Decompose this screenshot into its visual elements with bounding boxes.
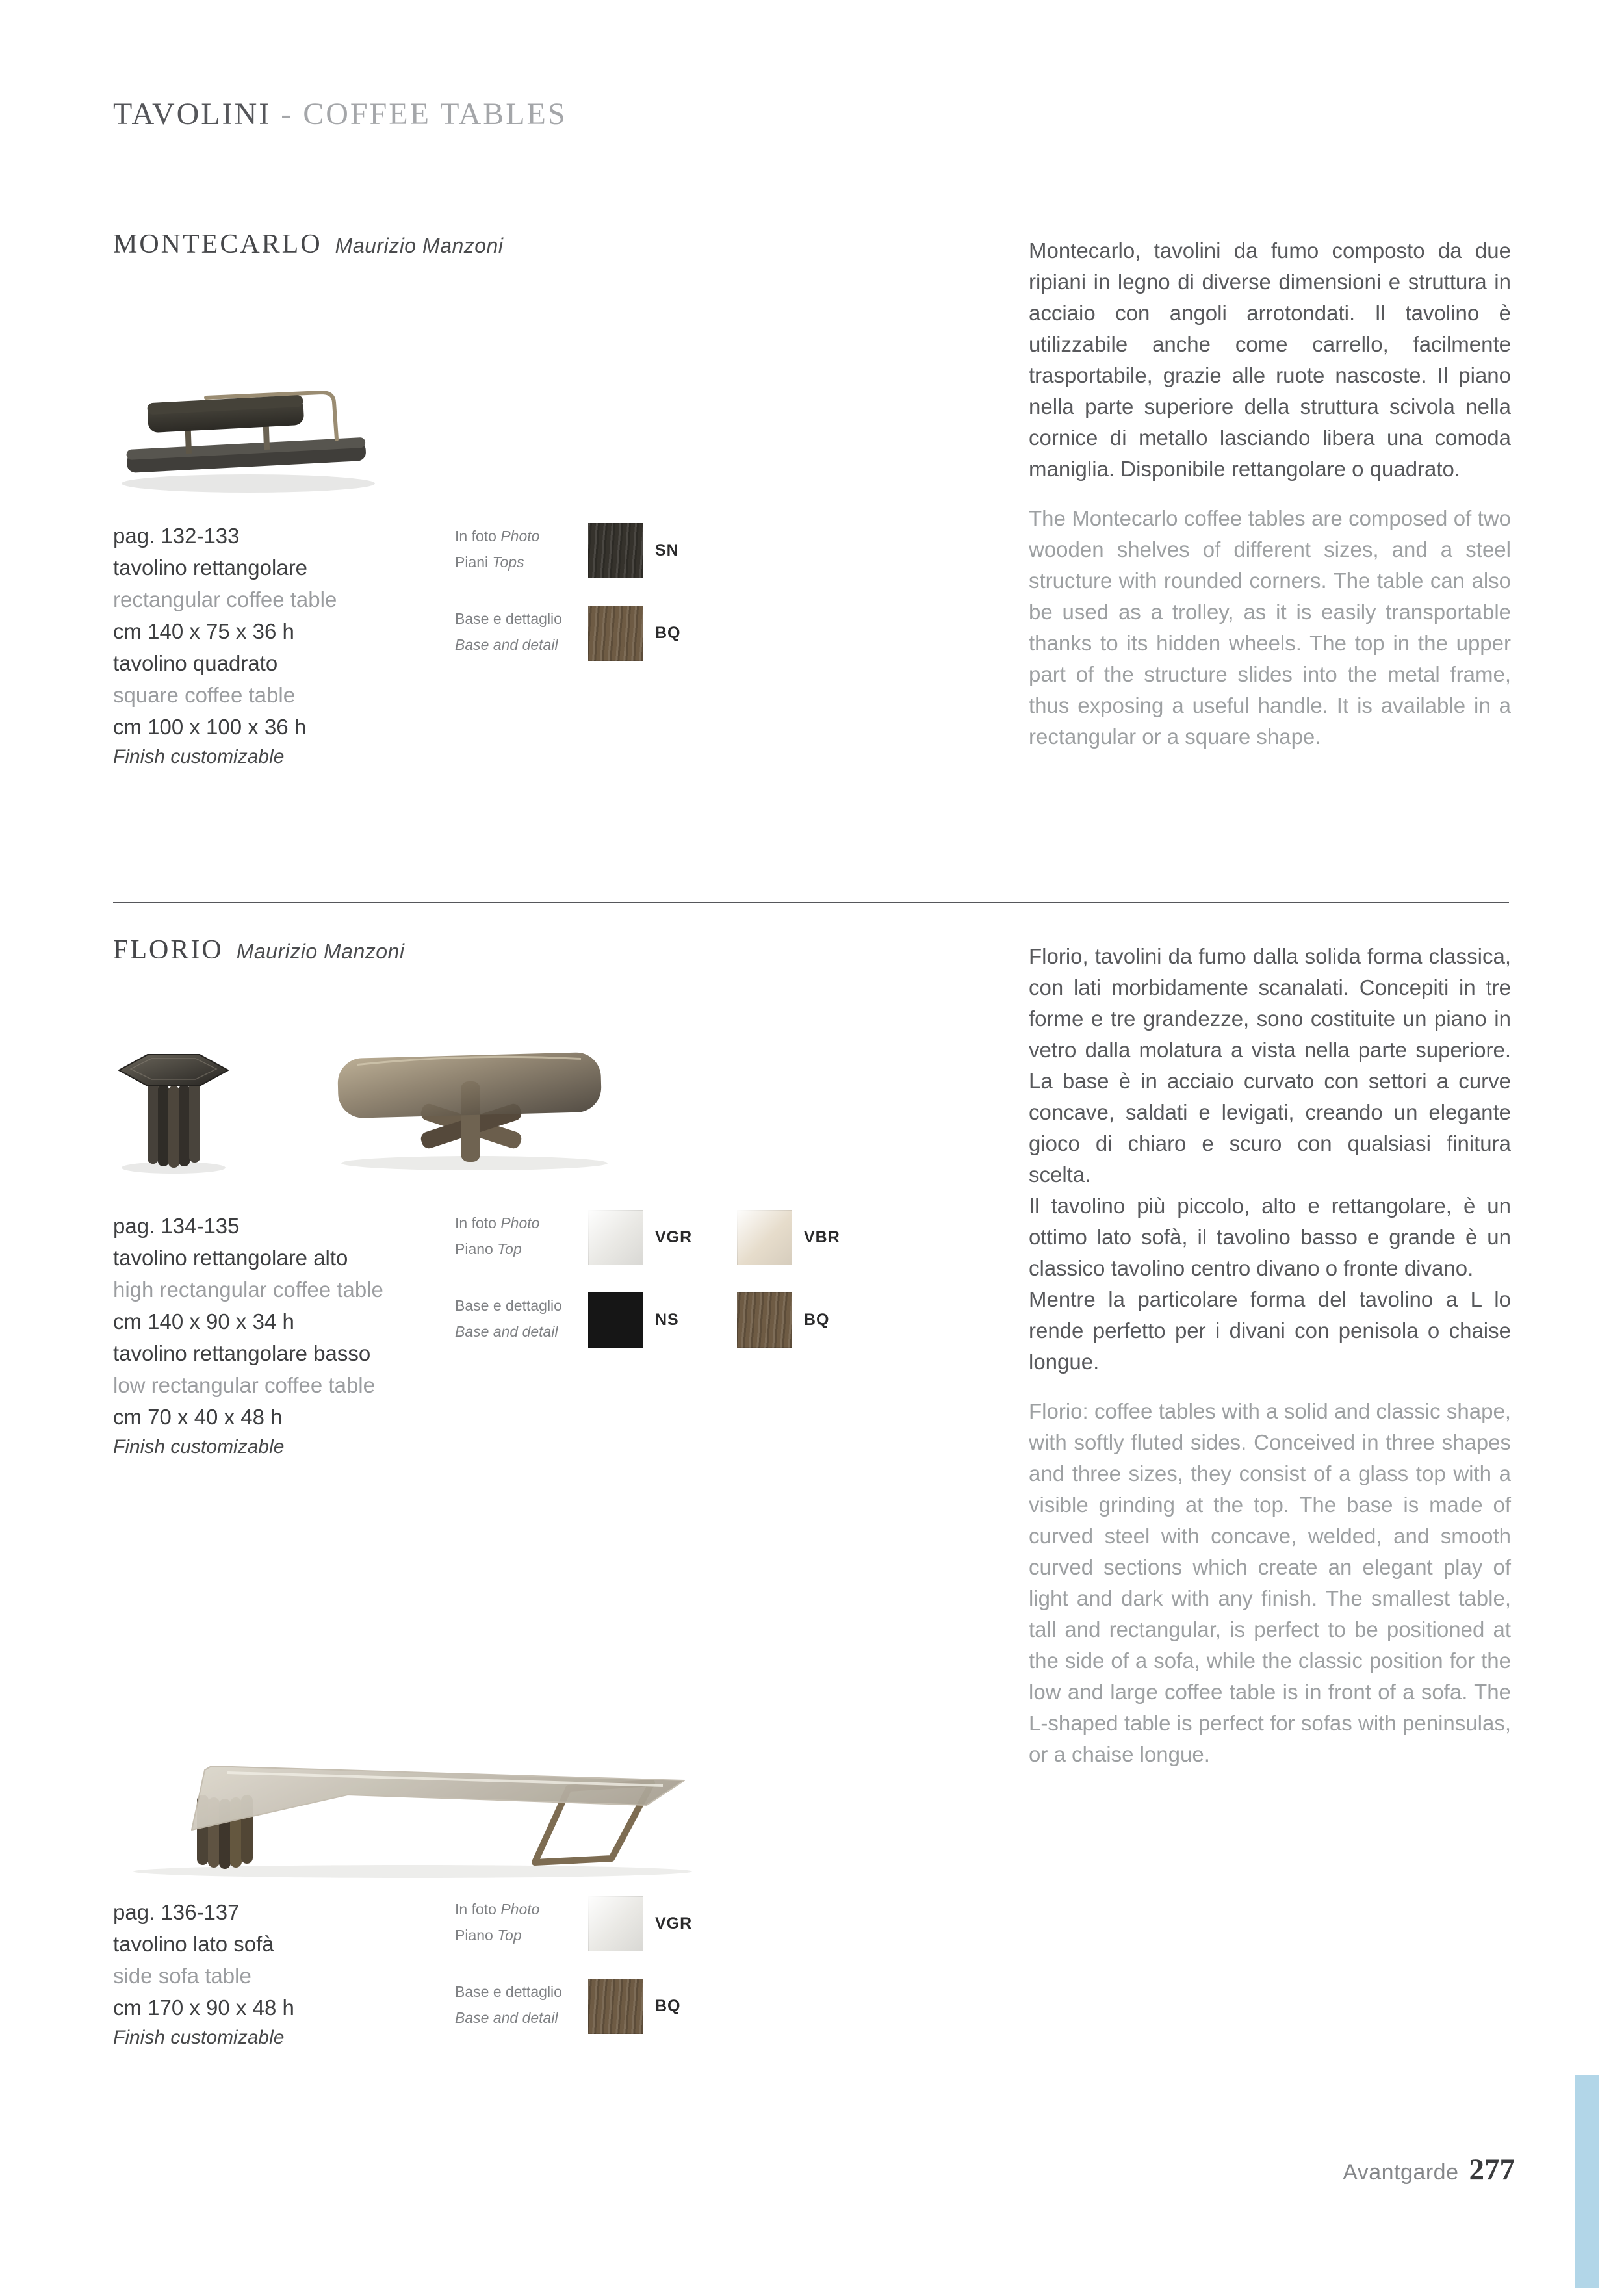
montecarlo-tops-labels — [455, 523, 588, 575]
montecarlo-item2-name-en: square coffee table — [113, 683, 296, 707]
montecarlo-finishes — [455, 523, 706, 661]
florio-l-item-dimensions: cm 170 x 90 x 48 h — [113, 1996, 294, 2020]
swatch-row-bq — [588, 606, 706, 661]
florio-l-base-group — [455, 1979, 706, 2034]
montecarlo-item1-dimensions: cm 140 x 75 x 36 h — [113, 619, 294, 643]
swatch-row-sn — [588, 523, 706, 578]
finish-swatch-bq — [588, 606, 643, 661]
finish-swatch-bq — [588, 1979, 643, 2034]
florio-specs — [113, 1210, 477, 1461]
montecarlo-finish-note: Finish customizable — [113, 746, 285, 767]
base-label-it: Base e dettaglio — [455, 1297, 562, 1314]
montecarlo-specs — [113, 520, 477, 771]
florio-l-base-labels — [455, 1979, 588, 2031]
photo-label: Photo — [500, 1901, 540, 1918]
swatch-row-ns — [588, 1292, 706, 1348]
florio-item1-name-it: tavolino rettangolare alto — [113, 1246, 348, 1270]
montecarlo-designer: Maurizio Manzoni — [335, 234, 504, 257]
florio-description-it-3: Mentre la particolare forma del tavolino a L lo rende perfetto per i divani con penisola o chaise longue. — [1029, 1287, 1511, 1374]
florio-base-labels — [455, 1292, 588, 1344]
tops-label-en: Tops — [492, 554, 524, 571]
florio-l-finish-note: Finish customizable — [113, 2027, 285, 2048]
montecarlo-base-labels — [455, 606, 588, 658]
florio-l-page-ref: pag. 136-137 — [113, 1900, 240, 1924]
photo-label: Photo — [500, 1215, 540, 1231]
florio-side-table-photo — [107, 1017, 240, 1179]
florio-item2-dimensions: cm 70 x 40 x 48 h — [113, 1405, 283, 1429]
montecarlo-description-en: The Montecarlo coffee tables are composed of two wooden shelves of different sizes, and a steel structure with rounded corners. The table can also be used as a trolley, as it is easily transportable thanks to its hidden wheels. The top in the upper part of the structure slides into the metal frame, thus exposing a useful handle. It is available in a rectangular or a square shape. — [1029, 506, 1511, 749]
section-divider — [113, 902, 1509, 903]
base-label-it: Base e dettaglio — [455, 1983, 562, 2000]
top-label-it: Piano — [455, 1927, 493, 1944]
swatch-row-vbr — [737, 1210, 855, 1265]
montecarlo-tops-group — [455, 523, 706, 578]
page-title — [113, 96, 567, 132]
swatch-code-ns: NS — [655, 1311, 679, 1329]
montecarlo-product-name: MONTECARLO — [113, 229, 322, 259]
florio-page-ref: pag. 134-135 — [113, 1214, 240, 1238]
base-label-it: Base e dettaglio — [455, 610, 562, 627]
florio-product-name: FLORIO — [113, 935, 224, 965]
montecarlo-base-group — [455, 606, 706, 661]
swatch-code-vgr: VGR — [655, 1914, 693, 1933]
swatch-code-bq: BQ — [655, 1997, 681, 2015]
montecarlo-section-title — [113, 229, 503, 260]
florio-description-en: Florio: coffee tables with a solid and classic shape, with softly fluted sides. Conceived in three shapes and three sizes, they consist of a glass top with a visible grinding at the top. The base is made of curved steel with concave, welded, and smooth curved sections which create an elegant play of light and dark with any finish. The smallest table, tall and rectangular, is perfect to be positioned at the side of a sofa, while the classic position for the low and large coffee table is in front of a sofa. The L-shaped table is perfect for sofas with peninsulas, or a chaise longue. — [1029, 1399, 1511, 1766]
florio-side-table-illustration — [107, 1017, 240, 1179]
florio-description-it-1: Florio, tavolini da fumo dalla solida forma classica, con lati morbidamente scanalati. Concepiti in tre forme e tre grandezze, sono costituite un piano in vetro dalla molatura a vista nella parte superiore. La base è in acciaio curvato con settori a curve concave, saldati e levigati, creando un elegante gioco di chiaro e scuro con qualsiasi finitura scelta. — [1029, 944, 1511, 1187]
tops-label-it: Piani — [455, 554, 489, 571]
florio-item2-name-en: low rectangular coffee table — [113, 1373, 375, 1397]
brand-name: Avantgarde — [1343, 2160, 1459, 2185]
florio-finishes — [455, 1210, 855, 1348]
florio-l-specs — [113, 1896, 477, 2052]
florio-top-labels — [455, 1210, 588, 1262]
finish-swatch-vgr — [588, 1896, 643, 1951]
page-title-en: COFFEE TABLES — [303, 97, 567, 131]
swatch-code-bq: BQ — [804, 1311, 830, 1329]
swatch-code-vgr: VGR — [655, 1228, 693, 1246]
swatch-code-sn: SN — [655, 541, 679, 559]
florio-l-item-name-en: side sofa table — [113, 1964, 251, 1988]
top-label-en: Top — [497, 1240, 522, 1257]
swatch-code-vbr: VBR — [804, 1228, 840, 1246]
florio-l-top-group — [455, 1896, 706, 1951]
montecarlo-item1-name-en: rectangular coffee table — [113, 587, 337, 611]
swatch-row-vgr2 — [588, 1896, 706, 1951]
page-footer — [1343, 2152, 1515, 2187]
montecarlo-description-it: Montecarlo, tavolini da fumo composto da due ripiani in legno di diverse dimensioni e struttura in acciaio con angoli arrotondati. Il tavolino è utilizzabile anche come carrello, facilmente trasportabile, grazie alle ruote nascoste. Il piano nella parte superiore della struttura scivola nella cornice di metallo lasciando libera una comoda maniglia. Disponibile rettangolare o quadrato. — [1029, 238, 1511, 481]
page-title-it: TAVOLINI — [113, 97, 272, 131]
florio-coffee-table-photo — [322, 1022, 624, 1179]
swatch-row-bq2 — [737, 1292, 855, 1348]
page-number: 277 — [1469, 2153, 1515, 2187]
finish-swatch-vbr — [737, 1210, 792, 1265]
florio-l-top-labels — [455, 1896, 588, 1948]
montecarlo-description — [1029, 235, 1511, 752]
florio-description — [1029, 941, 1511, 1770]
montecarlo-item2-name-it: tavolino quadrato — [113, 651, 278, 675]
finish-swatch-bq — [737, 1292, 792, 1348]
florio-finish-note: Finish customizable — [113, 1436, 285, 1458]
swatch-row-vgr — [588, 1210, 706, 1265]
montecarlo-item1-name-it: tavolino rettangolare — [113, 556, 308, 580]
florio-item2-name-it: tavolino rettangolare basso — [113, 1341, 371, 1365]
finish-swatch-vgr — [588, 1210, 643, 1265]
swatch-code-bq: BQ — [655, 624, 681, 642]
montecarlo-item2-dimensions: cm 100 x 100 x 36 h — [113, 715, 307, 739]
in-foto-label: In foto — [455, 1215, 496, 1231]
in-foto-label: In foto — [455, 1901, 496, 1918]
florio-item1-name-en: high rectangular coffee table — [113, 1278, 383, 1302]
top-label-en: Top — [497, 1927, 522, 1944]
florio-section-title — [113, 934, 404, 966]
finish-swatch-ns — [588, 1292, 643, 1348]
page-header — [113, 96, 567, 132]
florio-coffee-table-illustration — [322, 1022, 624, 1179]
florio-item1-dimensions: cm 140 x 90 x 34 h — [113, 1309, 294, 1333]
montecarlo-page-ref: pag. 132-133 — [113, 524, 240, 548]
florio-base-group — [455, 1292, 855, 1348]
florio-description-it-2: Il tavolino più piccolo, alto e rettangolare, è un ottimo lato sofà, il tavolino basso e grande è un classico tavolino centro divano o fronte divano. — [1029, 1194, 1511, 1280]
florio-l-table-photo — [114, 1684, 702, 1886]
florio-top-group — [455, 1210, 855, 1265]
florio-designer: Maurizio Manzoni — [236, 940, 405, 963]
finish-swatch-sn — [588, 523, 643, 578]
base-label-en: Base and detail — [455, 636, 558, 653]
base-label-en: Base and detail — [455, 2009, 558, 2026]
page-title-separator: - — [281, 97, 294, 131]
top-label-it: Piano — [455, 1240, 493, 1257]
florio-l-table-illustration — [114, 1684, 702, 1886]
base-label-en: Base and detail — [455, 1323, 558, 1340]
montecarlo-table-illustration — [109, 320, 398, 502]
florio-l-item-name-it: tavolino lato sofà — [113, 1932, 274, 1956]
photo-label: Photo — [500, 528, 540, 545]
swatch-row-bq3 — [588, 1979, 706, 2034]
edge-color-tab — [1575, 2075, 1599, 2288]
florio-l-finishes — [455, 1896, 706, 2034]
montecarlo-product-photo — [109, 320, 398, 502]
in-foto-label: In foto — [455, 528, 496, 545]
